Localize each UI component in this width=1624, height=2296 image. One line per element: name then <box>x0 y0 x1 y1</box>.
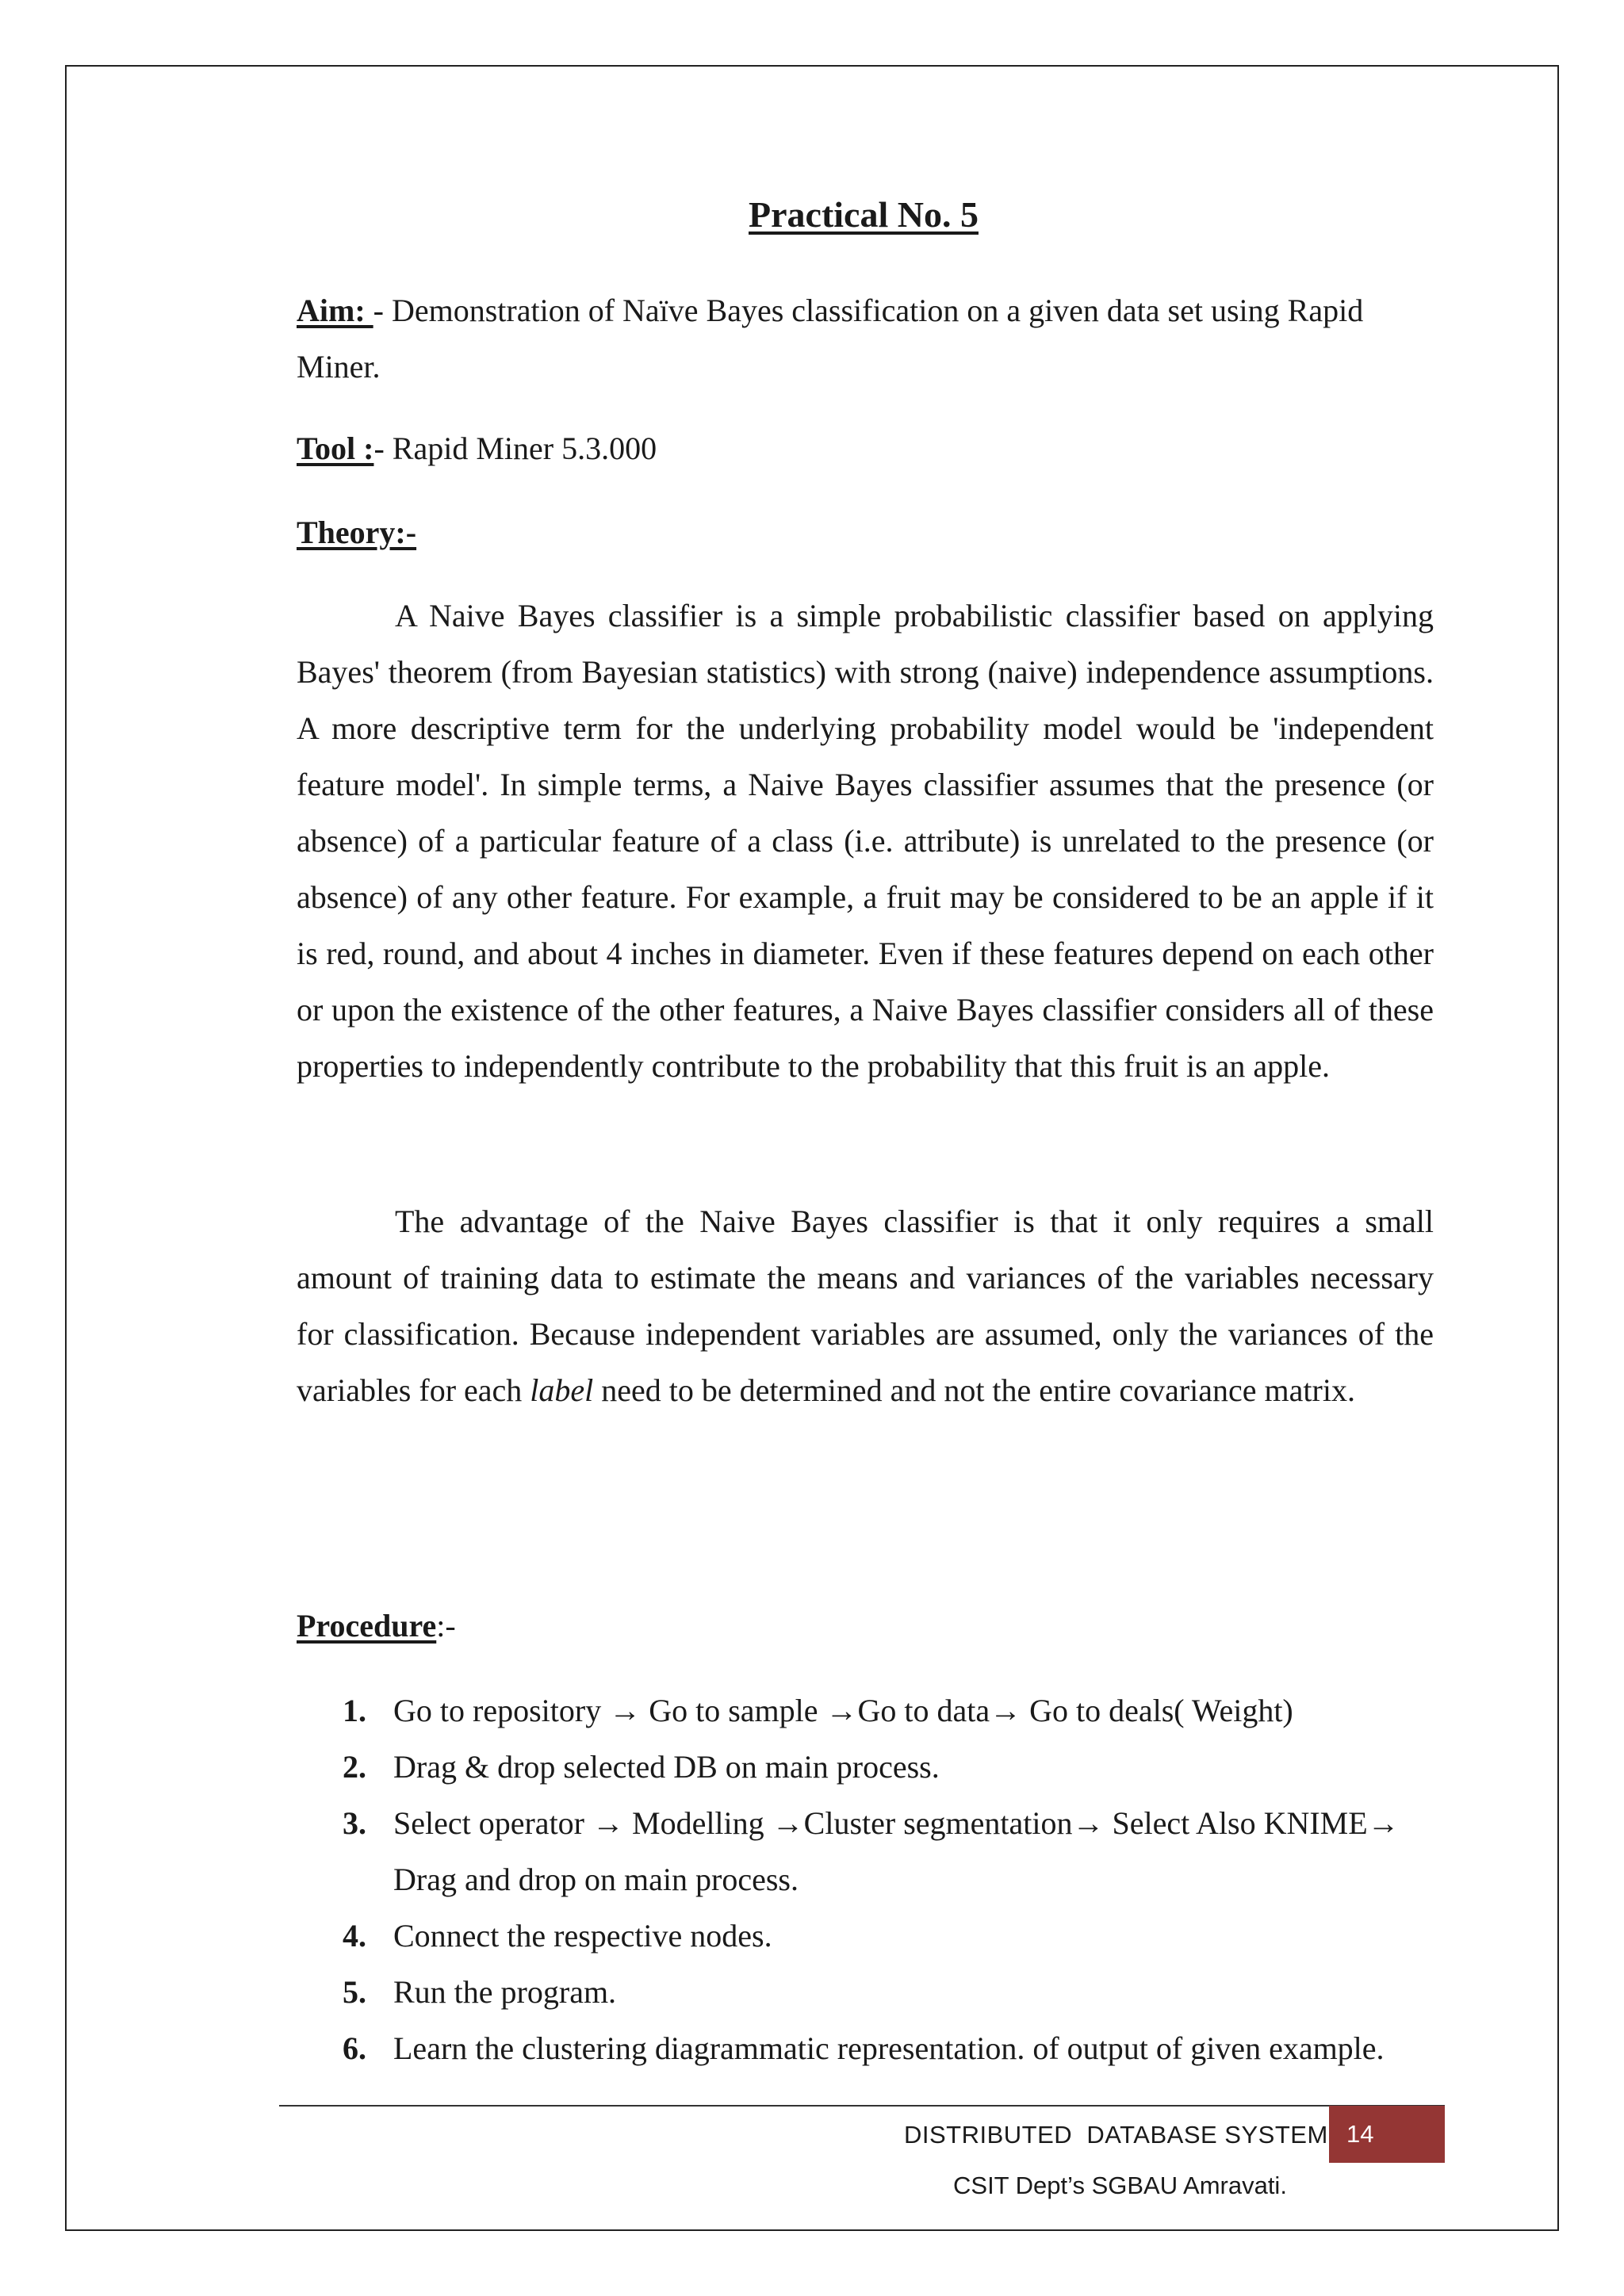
step-number: 6. <box>343 2030 366 2066</box>
footer-divider <box>279 2105 1445 2107</box>
procedure-suffix: :- <box>436 1608 456 1644</box>
footer-department: CSIT Dept’s SGBAU Amravati. <box>953 2172 1287 2199</box>
list-item <box>343 1739 1437 1795</box>
theory-paragraph-2-start: The advantage of the Naive Bayes classifier is that it only requires a small amount of training data to estimate the means and variances of the variables necessary for classification. Because independent variables are assumed, only the variances of the variables for each <box>297 1203 1434 1408</box>
procedure-steps <box>343 1682 1437 2076</box>
step-text: Learn the clustering diagrammatic representation. of output of given example. <box>393 2030 1385 2066</box>
page-title: Practical No. 5 <box>749 194 979 235</box>
list-item <box>343 2020 1437 2076</box>
step-text: Drag & drop selected DB on main process. <box>393 1749 940 1785</box>
footer-course-title: DISTRIBUTED DATABASE SYSTEM <box>904 2121 1328 2149</box>
step-number: 3. <box>343 1805 366 1841</box>
list-item <box>343 1964 1437 2020</box>
theory-heading <box>297 504 1434 561</box>
list-item <box>343 1795 1437 1908</box>
step-text: Go to repository → Go to sample →Go to data→ Go to deals( Weight) <box>393 1693 1293 1728</box>
step-number: 5. <box>343 1974 366 2010</box>
step-text: Select operator → Modelling →Cluster segmentation→ Select Also KNIME→ Drag and drop on main process. <box>393 1805 1400 1897</box>
aim-text: - Demonstration of Naïve Bayes classification on a given data set using Rapid Miner. <box>297 293 1364 385</box>
tool-text: - Rapid Miner 5.3.000 <box>373 430 657 466</box>
label-term: label <box>530 1372 594 1408</box>
page-number-badge: 14 <box>1329 2106 1445 2163</box>
procedure-heading <box>297 1598 1434 1654</box>
tool-section <box>297 420 1434 476</box>
theory-paragraph-2-end: need to be determined and not the entire covariance matrix. <box>593 1372 1355 1408</box>
procedure-label: Procedure <box>297 1608 437 1644</box>
step-number: 4. <box>343 1918 366 1954</box>
theory-paragraph-1: A Naive Bayes classifier is a simple probabilistic classifier based on applying Bayes' theorem (from Bayesian statistics) with strong (naive) independence assumptions. A more descriptive term for the underlying probability model would be 'independent feature model'. In simple terms, a Naive Bayes classifier assumes that the presence (or absence) of a particular feature of a class (i.e. attribute) is unrelated to the presence (or absence) of any other feature. For example, a fruit may be considered to be an apple if it is red, round, and about 4 inches in diameter. Even if these features depend on each other or upon the existence of the other features, a Naive Bayes classifier considers all of these properties to independently contribute to the probability that this fruit is an apple. <box>297 598 1434 1084</box>
theory-label: Theory:- <box>297 515 417 550</box>
list-item <box>343 1908 1437 1964</box>
step-text: Run the program. <box>393 1974 617 2010</box>
list-item <box>343 1682 1437 1739</box>
aim-label: Aim: <box>297 293 373 328</box>
step-number: 1. <box>343 1693 366 1728</box>
tool-label: Tool : <box>297 430 374 466</box>
step-text: Connect the respective nodes. <box>393 1918 772 1954</box>
aim-section <box>297 282 1434 395</box>
theory-paragraph-2 <box>297 1193 1434 1418</box>
step-number: 2. <box>343 1749 366 1785</box>
